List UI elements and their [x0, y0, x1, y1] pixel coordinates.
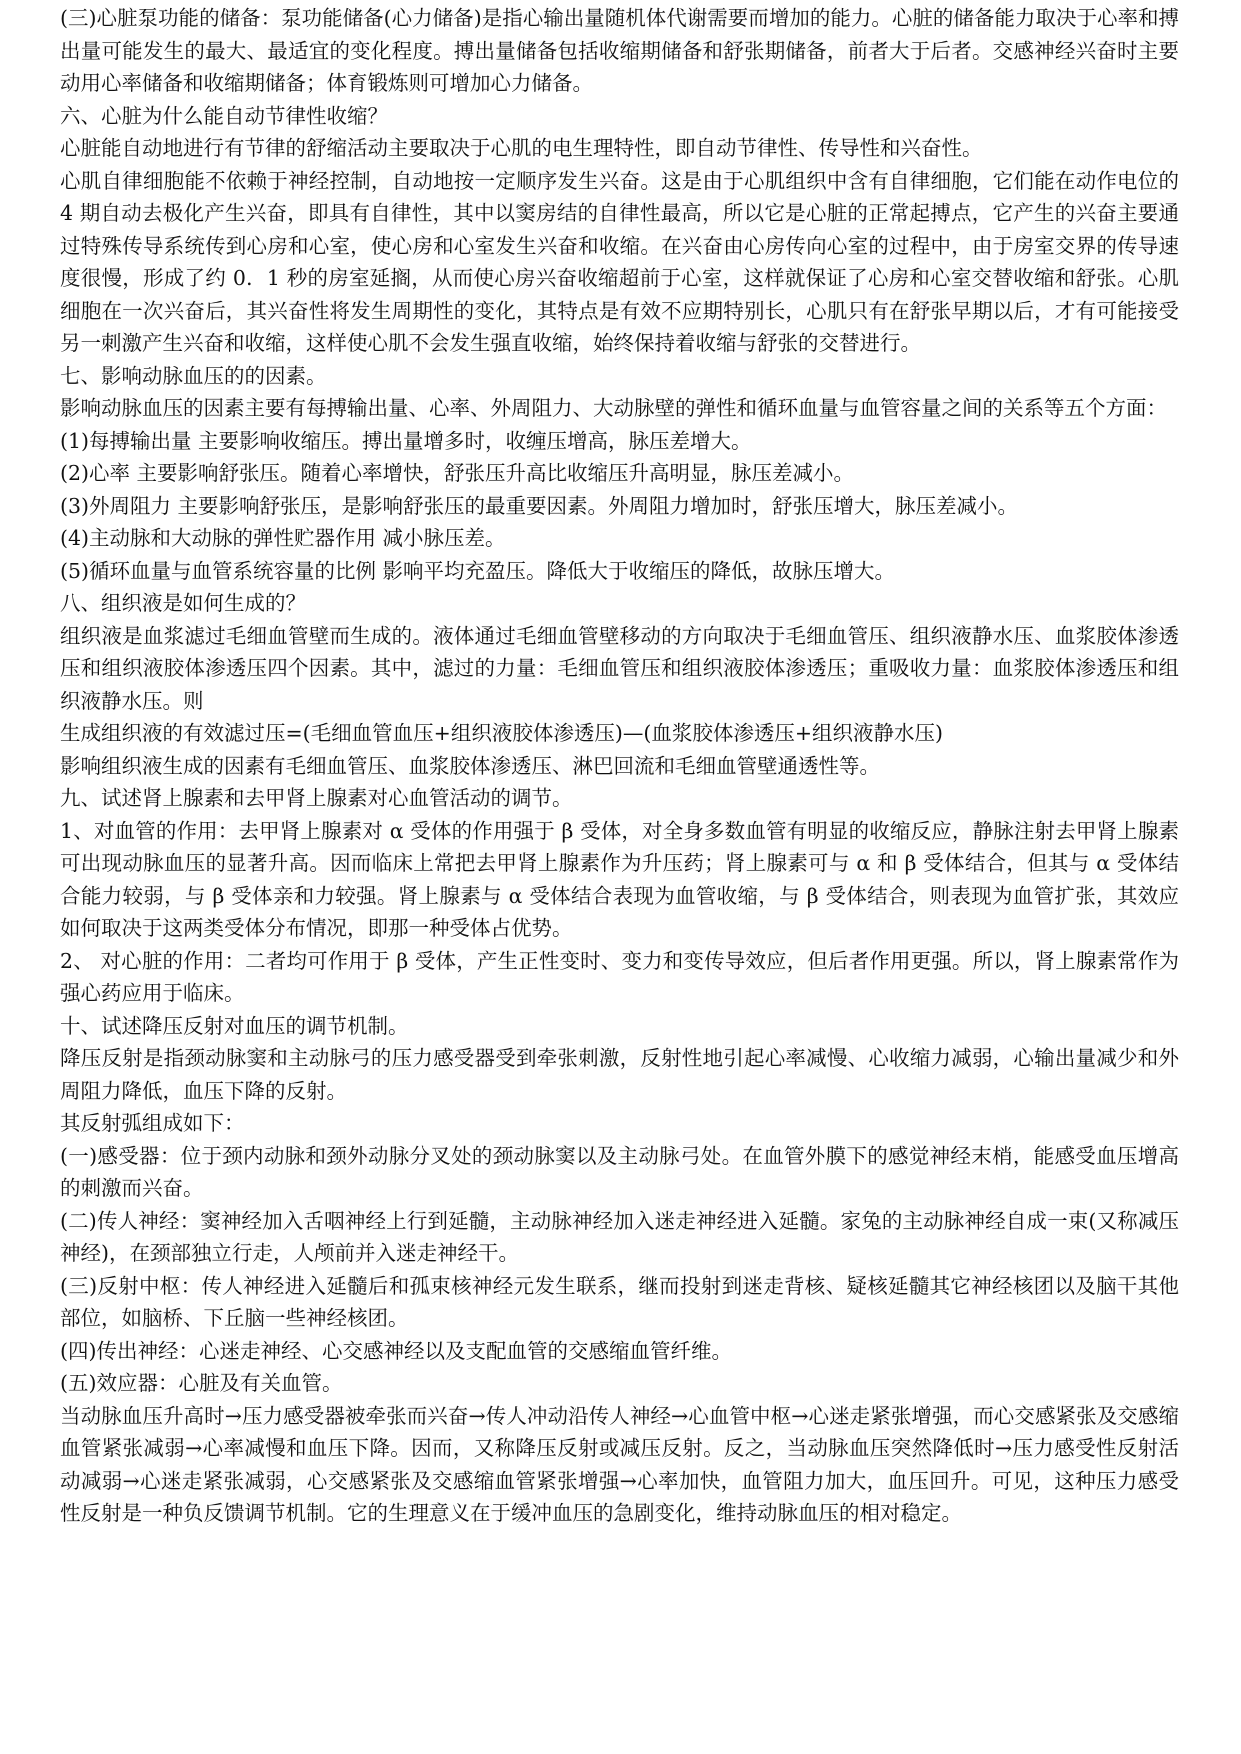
list-item: (2)心率 主要影响舒张压。随着心率增快，舒张压升高比收缩压升高明显，脉压差减小。 — [60, 461, 855, 485]
list-item: (五)效应器：心脏及有关血管。 — [60, 1371, 343, 1395]
formula-line: 生成组织液的有效滤过压=(毛细血管血压+组织液胶体渗透压)—(血浆胶体渗透压+组织液静水压) — [60, 721, 944, 745]
list-item: 1、对血管的作用：去甲肾上腺素对 α 受体的作用强于 β 受体，对全身多数血管有明显的收缩反应，静脉注射去甲肾上腺素可出现动脉血压的显著升高。因而临床上常把去甲肾上腺素作为升压药；肾上腺素可与 α 和 β 受体结合，但其与 α 受体结合能力较弱，与 β 受体亲和力较强。肾上腺素与 α 受体结合表现为血管收缩，与 β 受体结合，则表现为血管扩张，其效应如何取决于这两类受体分布情况，即那一种受体占优势。 — [60, 818, 1179, 940]
list-item: 2、 对心脏的作用：二者均可作用于 β 受体，产生正性变时、变力和变传导效应，但后者作用更强。所以，肾上腺素常作为强心药应用于临床。 — [60, 948, 1179, 1005]
list-item: (二)传人神经：窦神经加入舌咽神经上行到延髓，主动脉神经加入迷走神经进入延髓。家兔的主动脉神经自成一束(又称减压神经)，在颈部独立行走，人颅前并入迷走神经干。 — [60, 1208, 1179, 1265]
paragraph: 心脏能自动地进行有节律的舒缩活动主要取决于心肌的电生理特性，即自动节律性、传导性和兴奋性。 — [60, 136, 983, 160]
list-item: (4)主动脉和大动脉的弹性贮器作用 减小脉压差。 — [60, 526, 506, 550]
section-heading: 十、试述降压反射对血压的调节机制。 — [60, 1013, 409, 1038]
paragraph: 心肌自律细胞能不依赖于神经控制，自动地按一定顺序发生兴奋。这是由于心肌组织中含有自律细胞，它们能在动作电位的 4 期自动去极化产生兴奋，即具有自律性，其中以窦房结的自律性最高，所以它是心脏的正常起搏点，它产生的兴奋主要通过特殊传导系统传到心房和心室，使心房和心室发生兴奋和收缩。在兴奋由心房传向心室的过程中，由于房室交界的传导速度很慢，形成了约 0．1 秒的房室延搁，从而使心房兴奋收缩超前于心室，这样就保证了心房和心室交替收缩和舒张。心肌细胞在一次兴奋后，其兴奋性将发生周期性的变化，其特点是有效不应期特别长，心肌只有在舒张早期以后，才有可能接受另一刺激产生兴奋和收缩，这样使心肌不会发生强直收缩，始终保持着收缩与舒张的交替进行。 — [60, 168, 1179, 355]
paragraph: 其反射弧组成如下： — [60, 1111, 245, 1135]
section-heading: 九、试述肾上腺素和去甲肾上腺素对心血管活动的调节。 — [60, 786, 573, 810]
section-heading: 六、心脏为什么能自动节律性收缩？ — [60, 103, 388, 128]
paragraph: (三)心脏泵功能的储备：泵功能储备(心力储备)是指心输出量随机体代谢需要而增加的能力。心脏的储备能力取决于心率和搏出量可能发生的最大、最适宜的变化程度。搏出量储备包括收缩期储备和舒张期储备，前者大于后者。交感神经兴奋时主要动用心率储备和收缩期储备；体育锻炼则可增加心力储备。 — [60, 6, 1179, 95]
paragraph: 当动脉血压升高时→压力感受器被牵张而兴奋→传人冲动沿传人神经→心血管中枢→心迷走紧张增强，而心交感紧张及交感缩血管紧张减弱→心率减慢和血压下降。因而，又称降压反射或减压反射。反之，当动脉血压突然降低时→压力感受性反射活动减弱→心迷走紧张减弱，心交感紧张及交感缩血管紧张增强→心率加快，血管阻力加大，血压回升。可见，这种压力感受性反射是一种负反馈调节机制。它的生理意义在于缓冲血压的急剧变化，维持动脉血压的相对稳定。 — [60, 1403, 1179, 1525]
paragraph: 降压反射是指颈动脉窦和主动脉弓的压力感受器受到牵张刺激，反射性地引起心率减慢、心收缩力减弱，心输出量减少和外周阻力降低，血压下降的反射。 — [60, 1046, 1179, 1103]
list-item: (四)传出神经：心迷走神经、心交感神经以及支配血管的交感缩血管纤维。 — [60, 1338, 732, 1363]
section-heading: 八、组织液是如何生成的？ — [60, 591, 306, 615]
paragraph: 影响组织液生成的因素有毛细血管压、血浆胶体渗透压、淋巴回流和毛细血管壁通透性等。 — [60, 753, 880, 778]
paragraph: 影响动脉血压的因素主要有每搏输出量、心率、外周阻力、大动脉壁的弹性和循环血量与血管容量之间的关系等五个方面： — [60, 396, 1167, 420]
list-item: (三)反射中枢：传人神经进入延髓后和孤束核神经元发生联系，继而投射到迷走背核、疑核延髓其它神经核团以及脑干其他部位，如脑桥、下丘脑一些神经核团。 — [60, 1273, 1179, 1330]
paragraph: 组织液是血浆滤过毛细血管壁而生成的。液体通过毛细血管壁移动的方向取决于毛细血管压、组织液静水压、血浆胶体渗透压和组织液胶体渗透压四个因素。其中，滤过的力量：毛细血管压和组织液胶体渗透压；重吸收力量：血浆胶体渗透压和组织液静水压。则 — [60, 623, 1179, 713]
section-heading: 七、影响动脉血压的的因素。 — [60, 363, 327, 388]
list-item: (一)感受器：位于颈内动脉和颈外动脉分叉处的颈动脉窦以及主动脉弓处。在血管外膜下的感觉神经末梢，能感受血压增高的刺激而兴奋。 — [60, 1143, 1179, 1200]
list-item: (5)循环血量与血管系统容量的比例 影响平均充盈压。降低大于收缩压的降低，故脉压增大。 — [60, 558, 896, 583]
list-item: (3)外周阻力 主要影响舒张压，是影响舒张压的最重要因素。外周阻力增加时，舒张压增大，脉压差减小。 — [60, 493, 1019, 518]
list-item: (1)每搏输出量 主要影响收缩压。搏出量增多时，收缠压增高，脉压差增大。 — [60, 428, 752, 453]
